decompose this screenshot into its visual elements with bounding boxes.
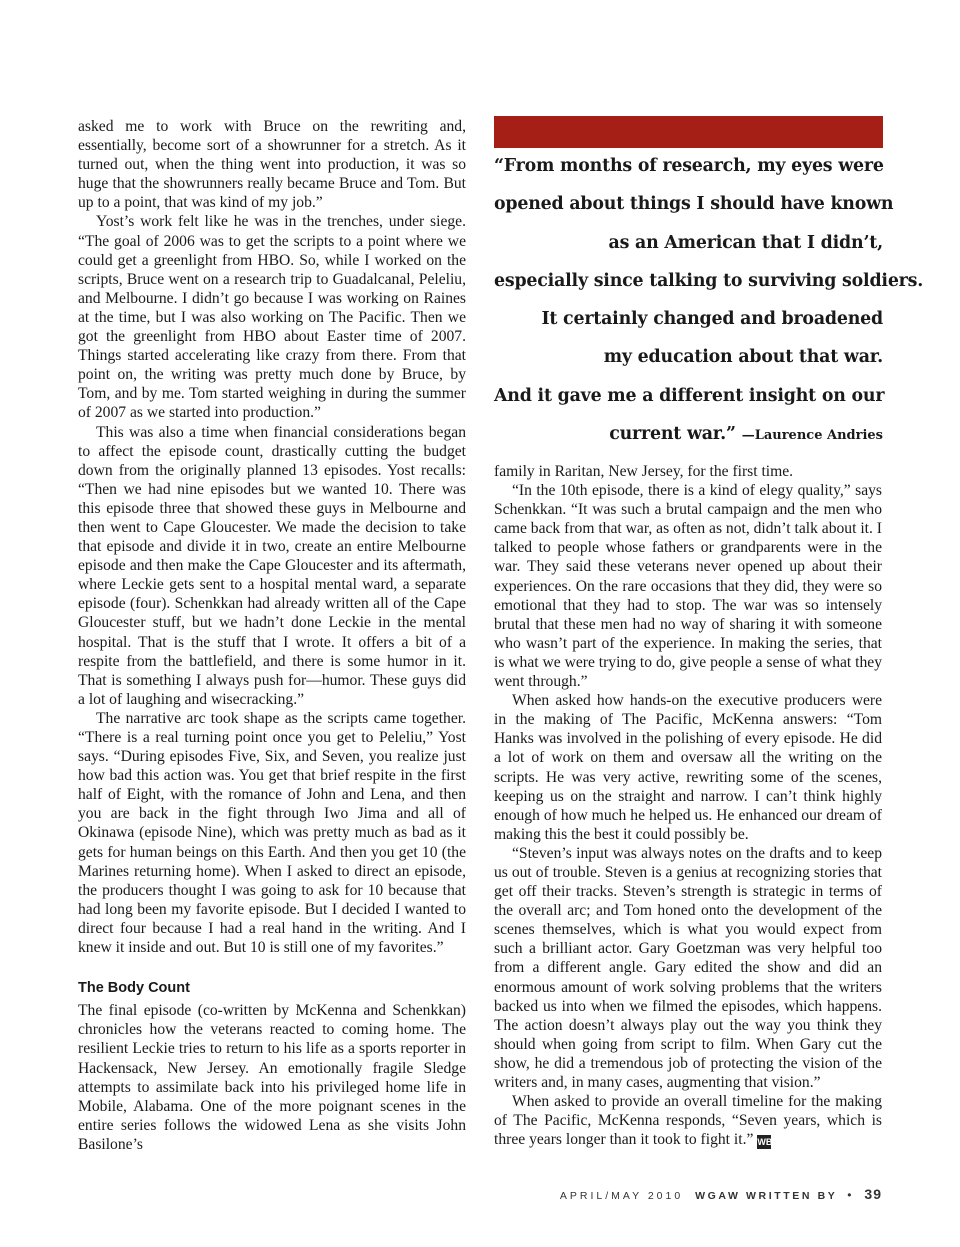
pull-quote-line: And it gave me a different insight on our <box>494 385 885 406</box>
page-folio <box>560 1186 882 1202</box>
pull-quote-line: current war.” <box>609 424 736 445</box>
pull-quote-line: my education about that war. <box>603 347 883 368</box>
pull-quote-last-line <box>494 415 883 455</box>
body-paragraph: The final episode (co-written by McKenna and Schenkkan) chronicles how the veterans reacted to coming home. The resilient Leckie tries to return to his life as a sports reporter in Hackensack, New Jersey. An emotionally fragile Sledge attempts to assimilate back into his privileged home life in Mobile, Alabama. One of the more poignant scenes in the entire series follows the widowed Lena as she visits John Basilone’s <box>78 1002 466 1153</box>
folio-date: APRIL/MAY 2010 <box>559 1190 684 1202</box>
pull-quote <box>494 147 924 455</box>
body-paragraph: This was also a time when financial considerations began to affect the episode count, drastically cutting the budget down from the originally planned 13 episodes. Yost recalls: “Then we had nine episodes but we wanted 10. There was this episode three that showed these guys in Melbourne and then went to Cape Gloucester. We made the decision to take that episode and divide it in two, create an entire Melbourne episode and then make the Cape Gloucester and its aftermath, where Leckie gets sent to a hospital mental ward, a separate episode (four). Schenkkan had already written all of the Cape Gloucester stuff, but we hadn’t done Leckie in the mental hospital. That is the stuff that I wrote. It offers a bit of a respite from the battlefield, and there is some humor in it. That is something I always push for—humor. These guys did a lot of laughing and wisecracking.” <box>78 423 466 708</box>
pull-quote-line: It certainly changed and broadened <box>541 309 883 330</box>
pull-quote-accent-bar <box>494 116 883 148</box>
folio-publication: WGAW WRITTEN BY <box>695 1190 838 1202</box>
body-paragraph: “Steven’s input was always notes on the drafts and to keep us out of trouble. Steven is a genius at recognizing stories that get off their tracks. Steven’s strength is strategic in terms of the overall arc; and Tom honed onto the development of the scenes themselves, which is what you would expect from such a brilliant actor. Gary Goetzman was very helpful too from a different angle. Gary edited the show and did an enormous amount of work solving problems that the writers backed us into when we filmed the episodes, which happens. The action doesn’t always play out the way you think they should when going from script to film. When Gary cut the show, he did a tremendous job of protecting the vision of the writers and, in many cases, augmenting that vision.” <box>494 844 882 1091</box>
body-paragraph: family in Raritan, New Jersey, for the first time. <box>494 463 794 480</box>
pull-quote-line: “From months of research, my eyes were <box>494 156 884 176</box>
right-column <box>494 462 882 1149</box>
body-paragraph: The narrative arc took shape as the scripts came together. “There is a real turning point once you get to Peleliu,” Yost says. “During episodes Five, Six, and Seven, you realize just how bad this action was. You get that brief respite in the first half of Eight, with the romance of John and Lena, and then you are back in the fight through Iwo Jima and all of Okinawa (episode Nine), which was pretty much as bad as it gets for human beings on this Earth. And then you get 10 (the Marines returning home). When I asked to direct an episode, the producers thought I was going to ask for 10 because that had long been my favorite episode. But I decided I wanted to direct four because I had a real hand in the writing. And I knew it inside and out. But 10 is still one of my favorites.” <box>78 709 466 957</box>
pull-quote-attribution: —Laurence Andries <box>741 428 883 444</box>
body-paragraph: When asked to provide an overall timeline for the making of The Pacific, McKenna responds, “Seven years, which is three years longer than it took to fight it.” <box>494 1093 882 1149</box>
body-paragraph-final <box>494 1092 882 1149</box>
left-column <box>78 117 466 1154</box>
body-paragraph: asked me to work with Bruce on the rewriting and, essentially, become sort of a showrunner for a stretch. As it turned out, when the thing went into production, it was so huge that the showrunners really became Bruce and Tom. But up to a point, that was kind of my job.” <box>78 118 466 212</box>
pull-quote-line: especially since talking to surviving soldiers. <box>494 270 924 291</box>
pull-quote-line: opened about things I should have known <box>494 194 894 215</box>
body-paragraph: Yost’s work felt like he was in the trenches, under siege. “The goal of 2006 was to get the scripts to a point where we could get a greenlight from HBO. So, while I worked on the scripts, Bruce went on a research trip to Guadalcanal, Peleliu, and Melbourne. I didn’t go because I was working on Raines at the time, but I was also working on The Pacific. Then we got the greenlight from HBO about Easter time of 2007. Things started accelerating like crazy from there. From that point on, the writing was pretty much done by Bruce, by Tom, and by me. Tom started weighing in during the summer of 2007 as we started into production.” <box>78 213 466 422</box>
body-paragraph: “In the 10th episode, there is a kind of elegy quality,” says Schenkkan. “It was such a brutal campaign and the men who came back from that war, as often as not, didn’t talk about it. I talked to people whose fathers or grandparents were in the war. They said these veterans never opened up about their experiences. On the rare occasions that they did, they were so emotional that they had to stop. The war was so intensely brutal that these men had no way of sharing it with someone who wasn’t part of the experience. In making the series, that is what we were trying to do, give people a sense of what they went through.” <box>494 482 883 691</box>
body-paragraph: When asked how hands-on the executive producers were in the making of The Pacific, McKenna answers: “Tom Hanks was involved in the polishing of every episode. He did a lot of work on them and oversaw all the writing on the scripts. He was very active, rewriting some of the scenes, keeping us on the straight and narrow. I can’t think highly enough of how much he helped us. He enhanced our dream of making this the best it could possibly be. <box>494 692 882 843</box>
folio-separator: • <box>847 1188 855 1202</box>
page-number: 39 <box>864 1186 882 1202</box>
end-mark-icon: WB <box>757 1137 773 1148</box>
pull-quote-line: as an American that I didn’t, <box>608 232 883 253</box>
section-subhead: The Body Count <box>78 980 190 997</box>
